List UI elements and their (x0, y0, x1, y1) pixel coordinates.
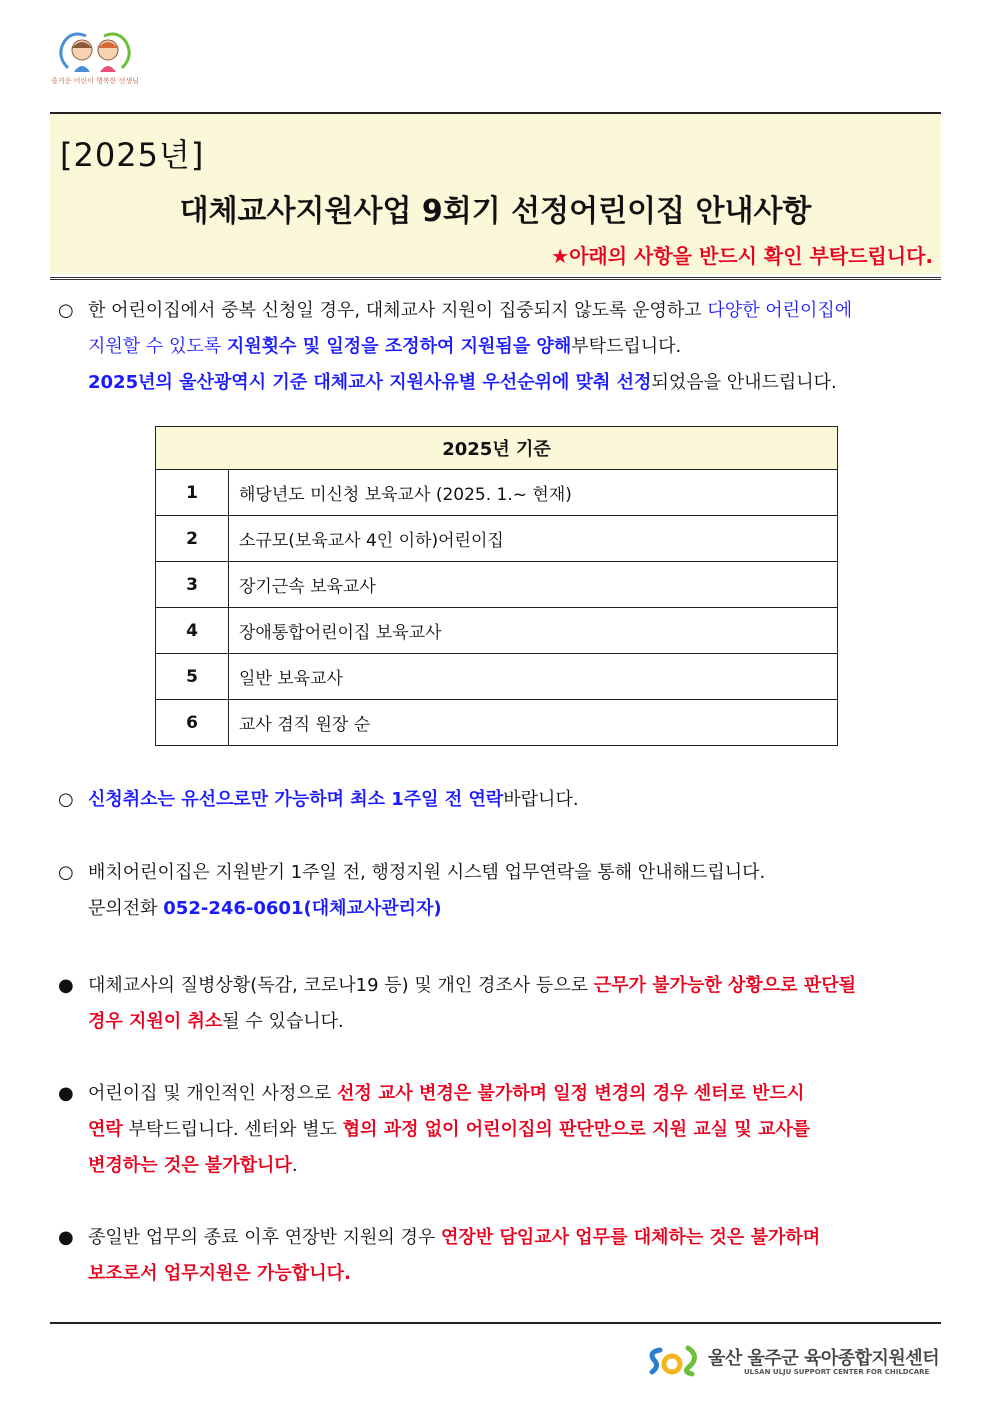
footer-divider (50, 1322, 941, 1324)
cancel-text: 바랍니다. (503, 789, 579, 810)
circle-bullet-icon: ○ (58, 862, 74, 883)
row-text: 해당년도 미신청 보육교사 (2025. 1.~ 현재) (229, 470, 838, 516)
footer-logo (646, 1342, 940, 1382)
center-emblem-icon (646, 1342, 704, 1378)
row-number: 6 (156, 700, 229, 746)
intro-emphasis: 2025년의 울산광역시 기준 대체교사 지원사유별 우선순위에 맞춰 선정 (88, 372, 652, 393)
bullet-text: 대체교사의 질병상황(독감, 코로나19 등) 및 개인 경조사 등으로 (88, 975, 594, 996)
intro-paragraph (58, 293, 938, 401)
bullet-emphasis: 경우 지원이 취소 (88, 1011, 223, 1032)
table-row (156, 608, 838, 654)
row-text: 교사 겸직 원장 순 (229, 700, 838, 746)
bullet-emphasis: 근무가 불가능한 상황으로 판단될 (593, 975, 856, 996)
cancel-paragraph (58, 782, 938, 818)
page-title: 대체교사지원사업 9회기 선정어린이집 안내사항 (179, 194, 812, 229)
row-text: 장기근속 보육교사 (229, 562, 838, 608)
bullet-text: 부탁드립니다. 센터와 별도 (122, 1119, 343, 1140)
logo-tagline: 즐거운 어린이 행복한 선생님 (51, 77, 139, 85)
table-header: 2025년 기준 (156, 427, 838, 470)
bullet-text: . (291, 1155, 298, 1176)
notice-text: ★아래의 사항을 반드시 확인 부탁드립니다. (551, 244, 933, 268)
table-row (156, 470, 838, 516)
row-number: 3 (156, 562, 229, 608)
table-row (156, 562, 838, 608)
intro-highlight: 다양한 어린이집에 (707, 300, 853, 321)
children-logo-icon (50, 28, 140, 78)
placement-paragraph (58, 855, 938, 927)
row-number: 4 (156, 608, 229, 654)
title-box (50, 112, 941, 274)
intro-text: 되었음을 안내드립니다. (651, 372, 837, 393)
bullet-emphasis: 변경하는 것은 불가합니다 (88, 1155, 292, 1176)
intro-highlight: 지원할 수 있도록 (88, 336, 227, 357)
bullet-emphasis: 연장반 담임교사 업무를 대체하는 것은 불가하며 (441, 1227, 821, 1248)
bullet-emphasis: 연락 (88, 1119, 123, 1140)
row-number: 2 (156, 516, 229, 562)
bullet-emphasis: 협의 과정 없이 어린이집의 판단만으로 지원 교실 및 교사를 (342, 1119, 811, 1140)
bullet-paragraph-2 (58, 1076, 938, 1184)
intro-text: 한 어린이집에서 중복 신청일 경우, 대체교사 지원이 집중되지 않도록 운영하고 (88, 300, 708, 321)
placement-text: 배치어린이집은 지원받기 1주일 전, 행정지원 시스템 업무연락을 통해 안내해드립니다. (88, 862, 766, 883)
table-row (156, 516, 838, 562)
bullet-text: 어린이집 및 개인적인 사정으로 (88, 1083, 337, 1104)
bullet-emphasis: 보조로서 업무지원은 가능합니다. (88, 1263, 351, 1284)
circle-bullet-icon: ○ (58, 789, 74, 810)
contact-phone: 052-246-0601(대체교사관리자) (163, 898, 442, 919)
table-row (156, 654, 838, 700)
circle-bullet-icon: ○ (58, 300, 74, 321)
intro-text: 부탁드립니다. (571, 336, 682, 357)
row-text: 일반 보육교사 (229, 654, 838, 700)
org-name-english: ULSAN ULJU SUPPORT CENTER FOR CHILDCARE (744, 1368, 930, 1376)
bullet-text: 될 수 있습니다. (222, 1011, 344, 1032)
bullet-paragraph-3 (58, 1220, 938, 1292)
row-number: 5 (156, 654, 229, 700)
priority-table (155, 426, 838, 746)
cancel-emphasis: 신청취소는 유선으로만 가능하며 최소 1주일 전 연락 (88, 789, 504, 810)
org-name: 울산 울주군 육아종합지원센터 (708, 1348, 940, 1369)
dot-bullet-icon: ● (58, 1227, 74, 1248)
row-text: 소규모(보육교사 4인 이하)어린이집 (229, 516, 838, 562)
table-row (156, 700, 838, 746)
dot-bullet-icon: ● (58, 975, 74, 996)
row-number: 1 (156, 470, 229, 516)
contact-label: 문의전화 (88, 898, 164, 919)
bullet-paragraph-1 (58, 968, 938, 1040)
dot-bullet-icon: ● (58, 1083, 74, 1104)
center-logo (50, 28, 140, 90)
bullet-text: 종일반 업무의 종료 이후 연장반 지원의 경우 (88, 1227, 442, 1248)
row-text: 장애통합어린이집 보육교사 (229, 608, 838, 654)
year-label: [2025년] (60, 136, 205, 174)
intro-emphasis: 지원횟수 및 일정을 조정하여 지원됨을 양해 (226, 336, 572, 357)
bullet-emphasis: 선정 교사 변경은 불가하며 일정 변경의 경우 센터로 반드시 (336, 1083, 805, 1104)
